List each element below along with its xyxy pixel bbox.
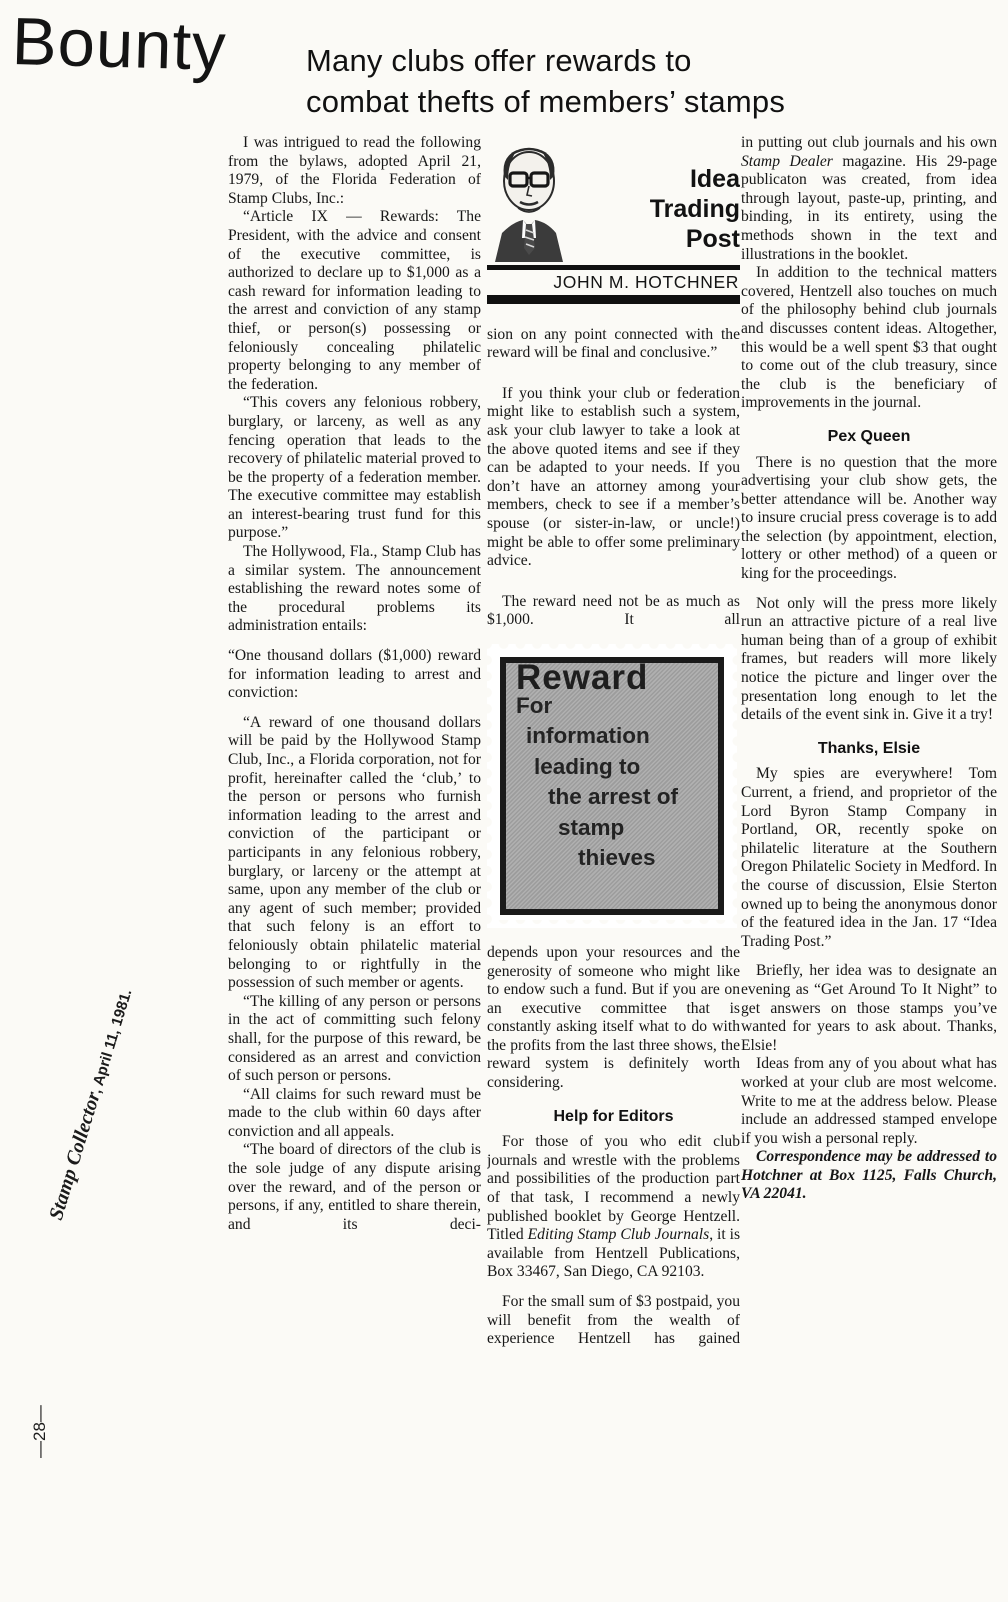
author-portrait-image <box>487 134 571 262</box>
paragraph: Not only will the press more likely run an attractive picture of a real live human being than of a group of exhibit frames, but readers will more likely notice the picture and linger over the presentation long enough to let the details of the event sink in. Give it a try! <box>741 594 997 724</box>
paragraph-text: magazine. His 29-page publicaton was created, from idea through layout, paste-up, printing, and binding, in its entirety, using the methods shown in the text and illustrations in the booklet. <box>741 152 997 263</box>
paragraph: I was intrigued to read the following from the bylaws, adopted April 21, 1979, of the Florida Federation of Stamp Clubs, Inc.: <box>228 134 481 207</box>
headline-line-1: Many clubs offer rewards to <box>306 43 692 78</box>
paragraph: If you think your club or federation might like to establish such a system, ask your club lawyer to take a look at the above quoted items and see if they can be adapted to your needs. If you don’t have an attorney among your members, check to see if a member’s spouse (or sister-in-law, or uncle!) might be able to offer some preliminary advice. <box>487 384 740 570</box>
publication-note <box>45 986 137 1223</box>
paragraph: “One thousand dollars ($1,000) reward for information leading to arrest and conviction: <box>228 647 481 702</box>
paragraph-text: , it is available from Hentzell Publications, Box 33467, San Diego, CA 92103. <box>487 1226 740 1281</box>
paragraph: depends upon your resources and the generosity of someone who might like to endow such a fund. But if you are on an executive committee that is constantly asking itself what to do with the profits from the last three shows, the reward system is definitely worth considering. <box>487 943 740 1092</box>
correspondence-note: Correspondence may be addressed to Hotchner at Box 1125, Falls Church, VA 22041. <box>741 1148 997 1203</box>
magazine-title: Stamp Dealer <box>741 152 833 170</box>
headline-line-2: combat thefts of members’ stamps <box>306 84 786 119</box>
paragraph: “All claims for such reward must be made to the club within 60 days after conviction and all appeals. <box>228 1085 481 1140</box>
paragraph: “Article IX — Rewards: The President, with the advice and consent of the executive committee, is authorized to declare up to $1,000 as a cash reward for information leading to the arrest and conviction of any stamp thief, or person(s) possessing or feloniously concealing philatelic property belonging to any member of the federation. <box>228 208 481 393</box>
paragraph <box>741 134 997 264</box>
byline-top <box>487 134 740 262</box>
publication-date: , April 11, 1981. <box>87 987 136 1096</box>
stamp-line: thieves <box>578 845 656 870</box>
page-number: —28— <box>30 1405 49 1458</box>
column-right <box>741 134 997 1602</box>
paragraph: “The board of directors of the club is the sole judge of any dispute arising over the reward, and of the person or persons, if any, entitled to share therein, and its deci- <box>228 1141 481 1233</box>
paragraph-text: in putting out club journals and his own <box>741 134 997 151</box>
paragraph: There is no question that the more advertising your club show gets, the better attendance will be. Another way to insure crucial press coverage is to add the selection (by appointment, election, lottery or other method) of a queen or king for the proceedings. <box>741 453 997 583</box>
stamp-line: the arrest of <box>548 784 679 809</box>
stamp-line: For <box>516 692 553 718</box>
paragraph: sion on any point connected with the reward will be final and conclusive.” <box>487 325 740 362</box>
paragraph: Briefly, her idea was to designate an evening as “Get Around To It Night” to get answers on those stamps you’ve wanted for years to ask about. Thanks, Elsie! <box>741 962 997 1054</box>
stamp-line: leading to <box>534 753 641 779</box>
subhead-thanks-elsie: Thanks, Elsie <box>817 739 921 757</box>
paragraph: “A reward of one thousand dollars will be paid by the Hollywood Stamp Club, Inc., a Florida corporation, not for profit, hereinafter called the ‘club,’ to the person or persons who furnish information leading to the arrest and conviction of the participant or participants in any felonious robbery, burglary, or larceny or the attempt at same, upon any member of the club or any agent of such member; provided that such felony is an effort to feloniously obtain philatelic material belonging to or rightfully in the possession of such member or agents. <box>228 713 481 992</box>
paragraph-text: For those of you who edit club journals and wrestle with the problems and possibilities of the production part of that task, I recommend a newly published booklet by George Hentzell. Titled <box>487 1133 740 1244</box>
paragraph: The reward need not be as much as $1,000. It all <box>487 592 740 629</box>
divider <box>487 295 740 304</box>
paragraph: Ideas from any of you about what has worked at your club are most welcome. Write to me at the address below. Please include an addressed stamped envelope if you wish a personal reply. <box>741 1055 997 1147</box>
paragraph: My spies are everywhere! Tom Current, a friend, and proprietor of the Lord Byron Stamp Company in Portland, OR, recently spoke on philatelic literature at the Southern Oregon Philatelic Society in Medford. In the course of discussion, Elsie Sterton owned up to being the anonymous donor of the featured idea in the Jan. 17 “Idea Trading Post.” <box>741 765 997 950</box>
column-middle <box>487 134 740 1602</box>
author-byline: JOHN M. HOTCHNER <box>553 272 739 292</box>
subhead-help-for-editors: Help for Editors <box>553 1107 674 1125</box>
paragraph: “The killing of any person or persons in the act of committing such felony shall, for the purpose of this reward, be considered as an arrest and conviction of such person or persons. <box>228 992 481 1085</box>
stamp-line: information <box>526 723 650 748</box>
publication-title: Stamp Collector <box>45 1089 105 1223</box>
reward-stamp-image <box>487 644 737 928</box>
stamp-frame <box>500 657 724 915</box>
paragraph: The Hollywood, Fla., Stamp Club has a similar system. The announcement establishing the reward notes some of the procedural problems its administration entails: <box>228 543 481 635</box>
stamp-line: stamp <box>558 814 625 840</box>
paragraph: “This covers any felonious robbery, burglary, or larceny, as well as any fencing operation that leads to the recovery of philatelic material proved to be the property of a federation member. The executive committee may establish an interest-bearing trust fund for this purpose.” <box>228 394 481 542</box>
subhead-pex-queen: Pex Queen <box>827 427 911 445</box>
booklet-title: Editing Stamp Club Journals <box>527 1226 710 1244</box>
byline-box <box>487 134 740 304</box>
paragraph: For the small sum of $3 postpaid, you will benefit from the wealth of experience Hentzell has gained <box>487 1293 740 1348</box>
column-title: Idea Trading Post <box>649 165 740 253</box>
article-headline <box>306 40 946 122</box>
paragraph <box>487 1133 740 1282</box>
paragraph: In addition to the technical matters covered, Hentzell also touches on much of the philosophy behind club journals and discusses content ideas. Altogether, this would be a well spent $3 that ought to come out of the club treasury, since the club is the beneficiary of improvements in the journal. <box>741 264 997 412</box>
stamp-headline: Reward <box>516 657 649 697</box>
column-left <box>228 134 481 1602</box>
section-kicker: Bounty <box>10 4 228 85</box>
